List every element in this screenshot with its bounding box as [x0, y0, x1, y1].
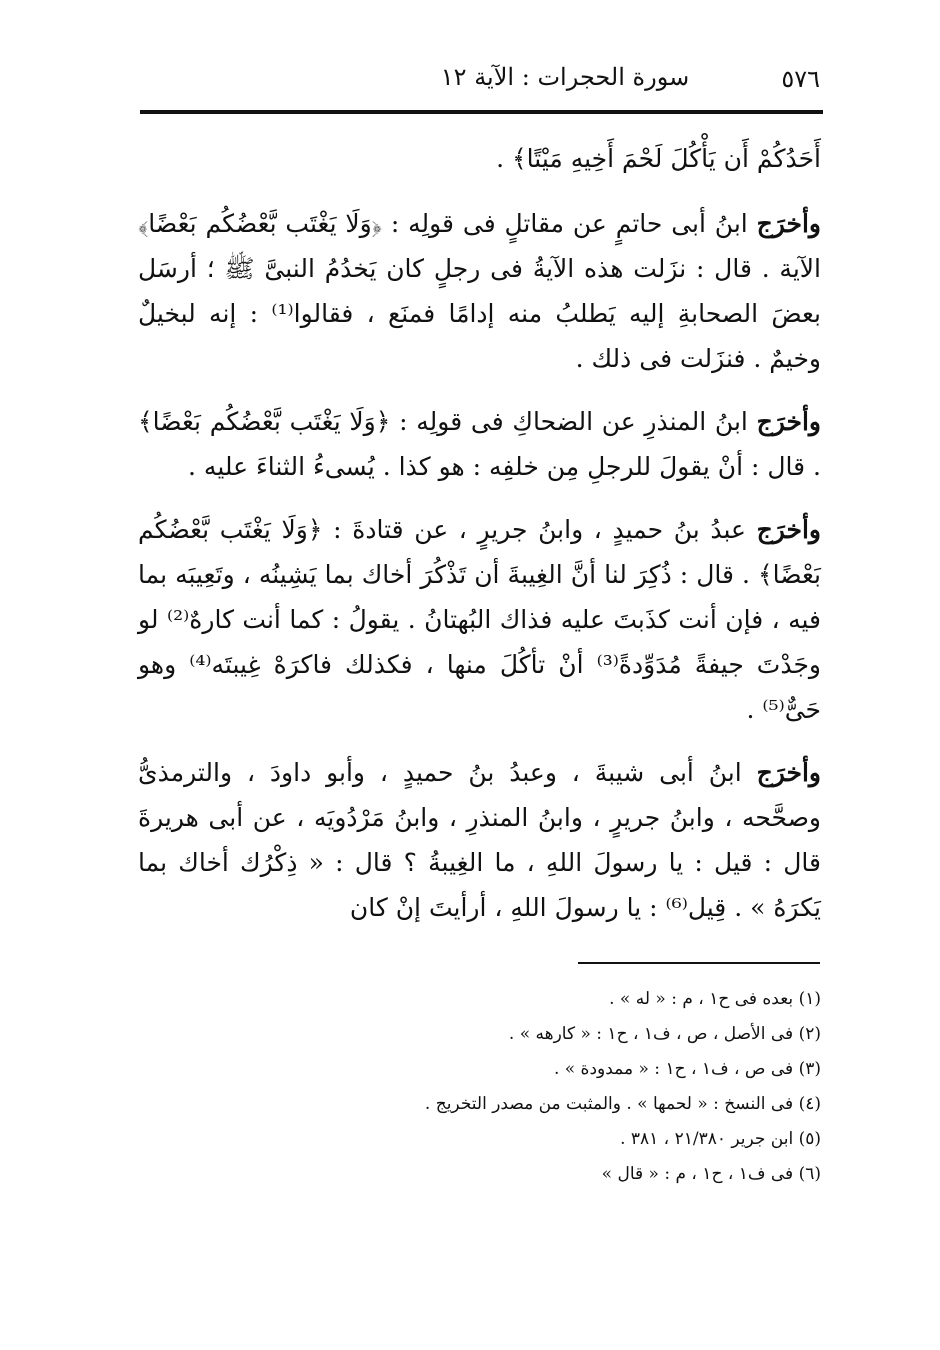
- running-title: سورة الحجرات : الآية ١٢: [440, 63, 690, 91]
- paragraph-lead: وأخرَج: [756, 407, 821, 436]
- footnote-2: (٢) فى الأصل ، ص ، ف١ ، ح١ : « كارهه » .: [508, 1024, 821, 1044]
- paragraph-text: ابنُ أبى شيبةَ ، وعبدُ بنُ حميدٍ ، وأبو داودَ ، والترمذىُّ وصحَّحه ، وابنُ جريرٍ ، وابنُ المنذرِ ، وابنُ مَرْدُويَه ، عن أبى هريرةَ قال : قيل : يا رسولَ اللهِ ، ما الغِيبةُ ؟ قال : « ذِكْرُك أخاك بما يَكرَهُ » . قِيل⁽⁶⁾ : يا رسولَ اللهِ ، أرأيتَ إنْ كان: [138, 758, 821, 922]
- footnote-6: (٦) فى ف١ ، ح١ ، م : « قال »: [601, 1164, 821, 1184]
- footnote-4: (٤) فى النسخ : « لحمها » . والمثبت من مصدر التخريج .: [424, 1094, 821, 1114]
- paragraph-text: أَحَدُكُمْ أَن يَأْكُلَ لَحْمَ أَخِيهِ مَيْتًا﴾ .: [496, 144, 821, 173]
- paragraph-lead: وأخرَج: [756, 515, 821, 544]
- page-header: [140, 55, 820, 103]
- footnote-5: (٥) ابن جرير ٢١/٣٨٠ ، ٣٨١ .: [620, 1129, 821, 1149]
- footnotes: [138, 982, 821, 1192]
- main-text: [138, 136, 821, 948]
- paragraph-4: [138, 507, 821, 732]
- paragraph-1: [138, 136, 821, 181]
- paragraph-text: عبدُ بنُ حميدٍ ، وابنُ جريرٍ ، عن قتادةَ : ﴿وَلَا يَغْتَب بَّعْضُكُم بَعْضًا﴾ . قال : ذُكِرَ لنا أنَّ الغِيبةَ أن تَذْكُرَ أخاك بما يَشِينُه ، وتَعِيبَه بما فيه ، فإن أنت كذَبتَ عليه فذاك البُهتانُ . يقولُ : كما أنت كارهٌ⁽²⁾ لو وجَدْتَ جيفةً مُدَوِّدةً⁽³⁾ أنْ تأكُلَ منها ، فكذلك فاكرَهْ غِيبتَه⁽⁴⁾ وهو حَىٌّ⁽⁵⁾ .: [138, 515, 821, 724]
- paragraph-lead: وأخرَج: [756, 758, 821, 787]
- footnote-separator: [578, 962, 820, 964]
- paragraph-5: [138, 750, 821, 930]
- footnote-1: (١) بعده فى ح١ ، م : « له » .: [609, 989, 821, 1009]
- paragraph-text: ابنُ المنذرِ عن الضحاكِ فى قولِه : ﴿وَلَا يَغْتَب بَّعْضُكُم بَعْضًا﴾ . قال : أنْ يقولَ للرجلِ مِن خلفِه : هو كذا . يُسىءُ الثناءَ عليه .: [138, 407, 821, 481]
- paragraph-text: ابنُ أبى حاتمٍ عن مقاتلٍ فى قولِه : ﴿وَلَا يَغْتَب بَّعْضُكُم بَعْضًا﴾ الآية . قال : نزَلت هذه الآيةُ فى رجلٍ كان يَخدُمُ النبىَّ ﷺ ؛ أرسَل بعضَ الصحابةِ إليه يَطلبُ منه إدامًا فمنَع ، فقالوا⁽¹⁾ : إنه لبخيلٌ وخيمٌ . فنزَلت فى ذلك .: [138, 209, 821, 373]
- paragraph-lead: وأخرَج: [756, 209, 821, 238]
- header-rule: [140, 110, 823, 114]
- page-number: ٥٧٦: [781, 65, 820, 93]
- footnote-3: (٣) فى ص ، ف١ ، ح١ : « ممدودة » .: [553, 1059, 821, 1079]
- paragraph-2: [138, 201, 821, 381]
- paragraph-3: [138, 399, 821, 489]
